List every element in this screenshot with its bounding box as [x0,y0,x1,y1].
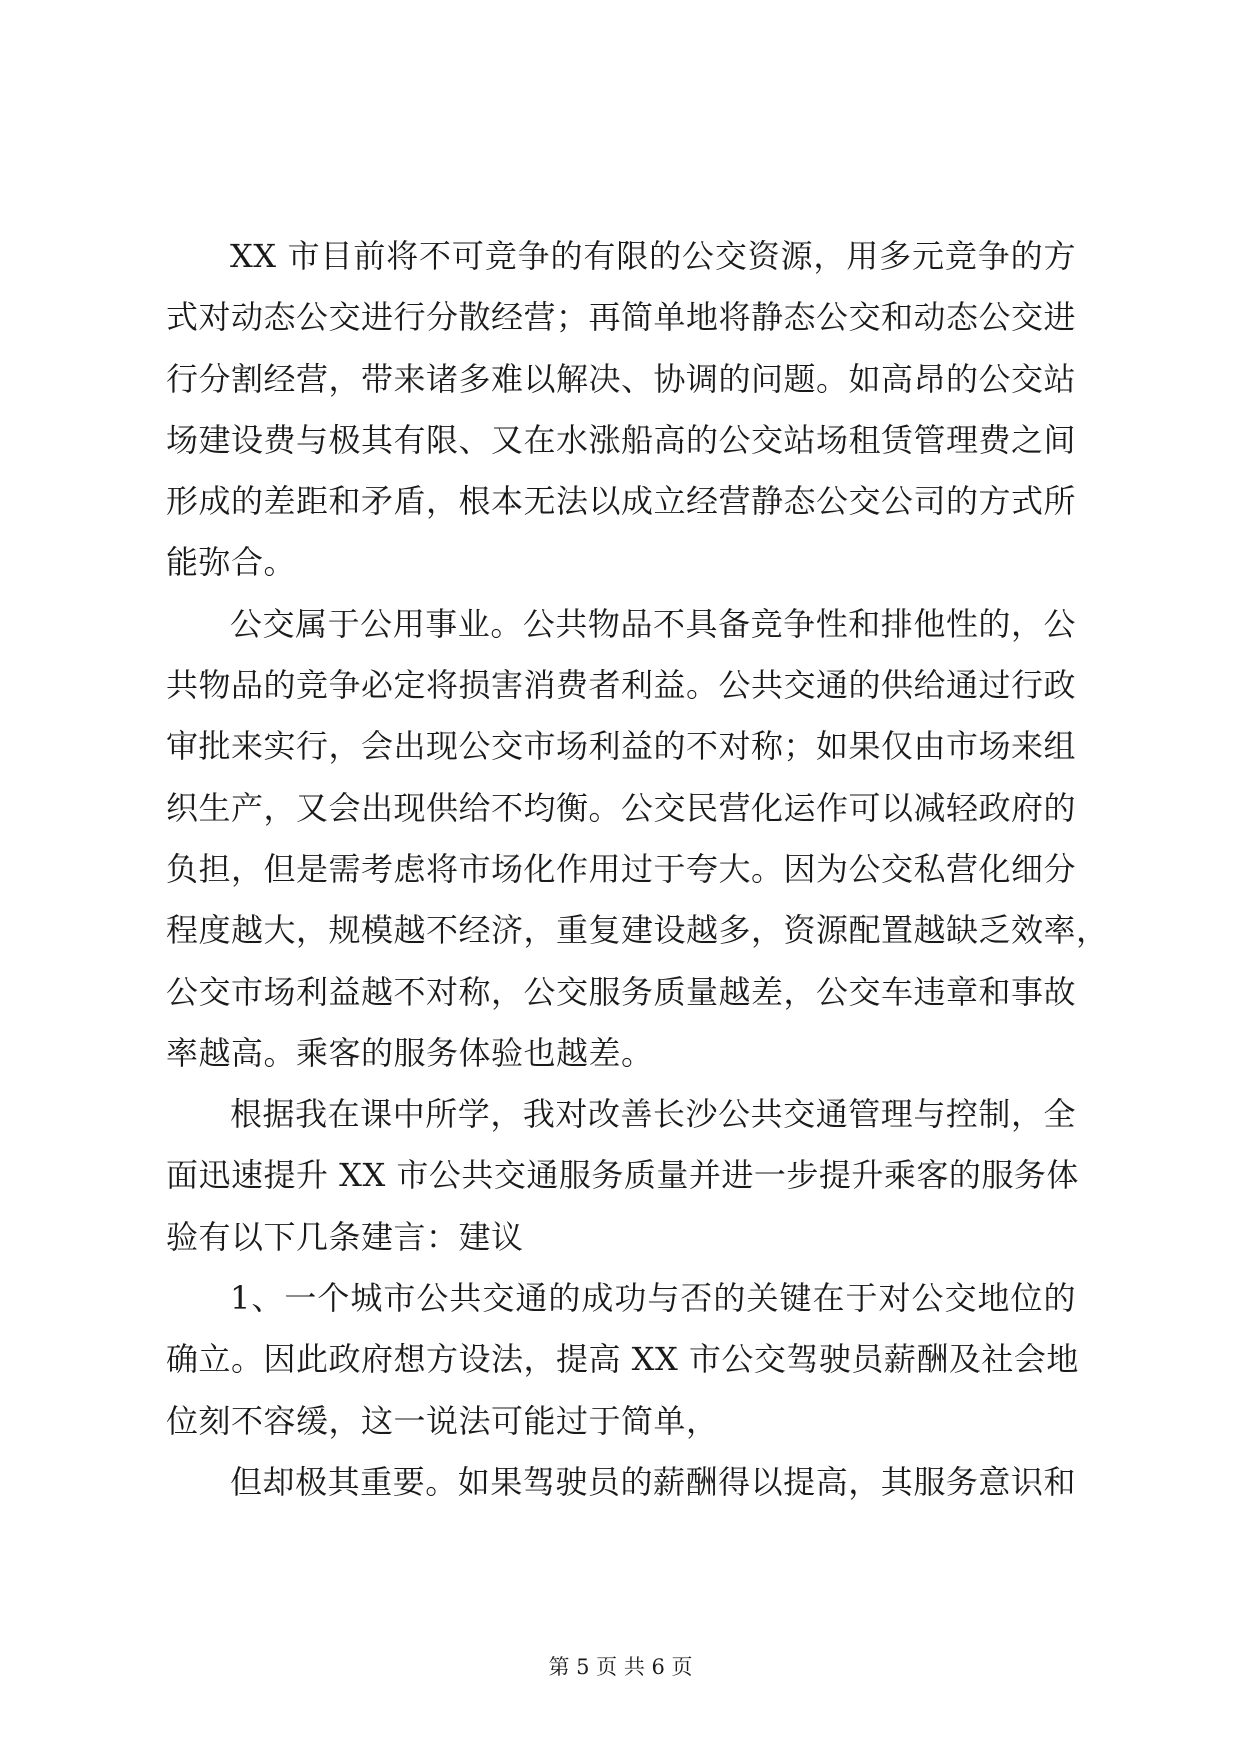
page-number-footer: 第 5 页 共 6 页 [548,1655,693,1679]
paragraph-line: 审批来实行，会出现公交市场利益的不对称；如果仅由市场来组 [166,727,1077,766]
paragraph-line: 公交市场利益越不对称，公交服务质量越差，公交车违章和事故 [166,972,1077,1011]
paragraph-line: 织生产，又会出现供给不均衡。公交民营化运作可以减轻政府的 [166,788,1077,827]
paragraph-line: 行分割经营，带来诸多难以解决、协调的问题。如高昂的公交站 [166,359,1077,398]
paragraph-line: 公交属于公用事业。公共物品不具备竞争性和排他性的，公 [230,604,1076,643]
paragraph-line: 形成的差距和矛盾，根本无法以成立经营静态公交公司的方式所 [166,482,1077,521]
paragraph-line: 1、一个城市公共交通的成功与否的关键在于对公交地位的 [230,1279,1076,1318]
paragraph-line: 负担，但是需考虑将市场化作用过于夸大。因为公交私营化细分 [166,849,1077,888]
paragraph-line: XX 市目前将不可竞争的有限的公交资源，用多元竞争的方 [230,237,1076,275]
paragraph-line: 位刻不容缓，这一说法可能过于简单， [166,1401,719,1440]
paragraph-line: 能弥合。 [166,543,297,582]
paragraph-line: 程度越大，规模越不经济，重复建设越多，资源配置越缺乏效率， [166,911,1109,950]
paragraph-line: 验有以下几条建言：建议 [166,1217,524,1256]
paragraph-line: 面迅速提升 XX 市公共交通服务质量并进一步提升乘客的服务体 [166,1156,1079,1195]
paragraph-line: 率越高。乘客的服务体验也越差。 [166,1033,654,1072]
paragraph-line: 根据我在课中所学，我对改善长沙公共交通管理与控制，全 [230,1095,1076,1134]
paragraph-line: 式对动态公交进行分散经营；再简单地将静态公交和动态公交进 [166,298,1077,337]
paragraph-line: 共物品的竞争必定将损害消费者利益。公共交通的供给通过行政 [166,666,1077,705]
body-text [166,226,1109,1513]
paragraph-line: 确立。因此政府想方设法，提高 XX 市公交驾驶员薪酬及社会地 [166,1340,1079,1379]
paragraph-line: 场建设费与极其有限、又在水涨船高的公交站场租赁管理费之间 [166,420,1077,459]
paragraph-line: 但却极其重要。如果驾驶员的薪酬得以提高，其服务意识和 [230,1462,1076,1501]
